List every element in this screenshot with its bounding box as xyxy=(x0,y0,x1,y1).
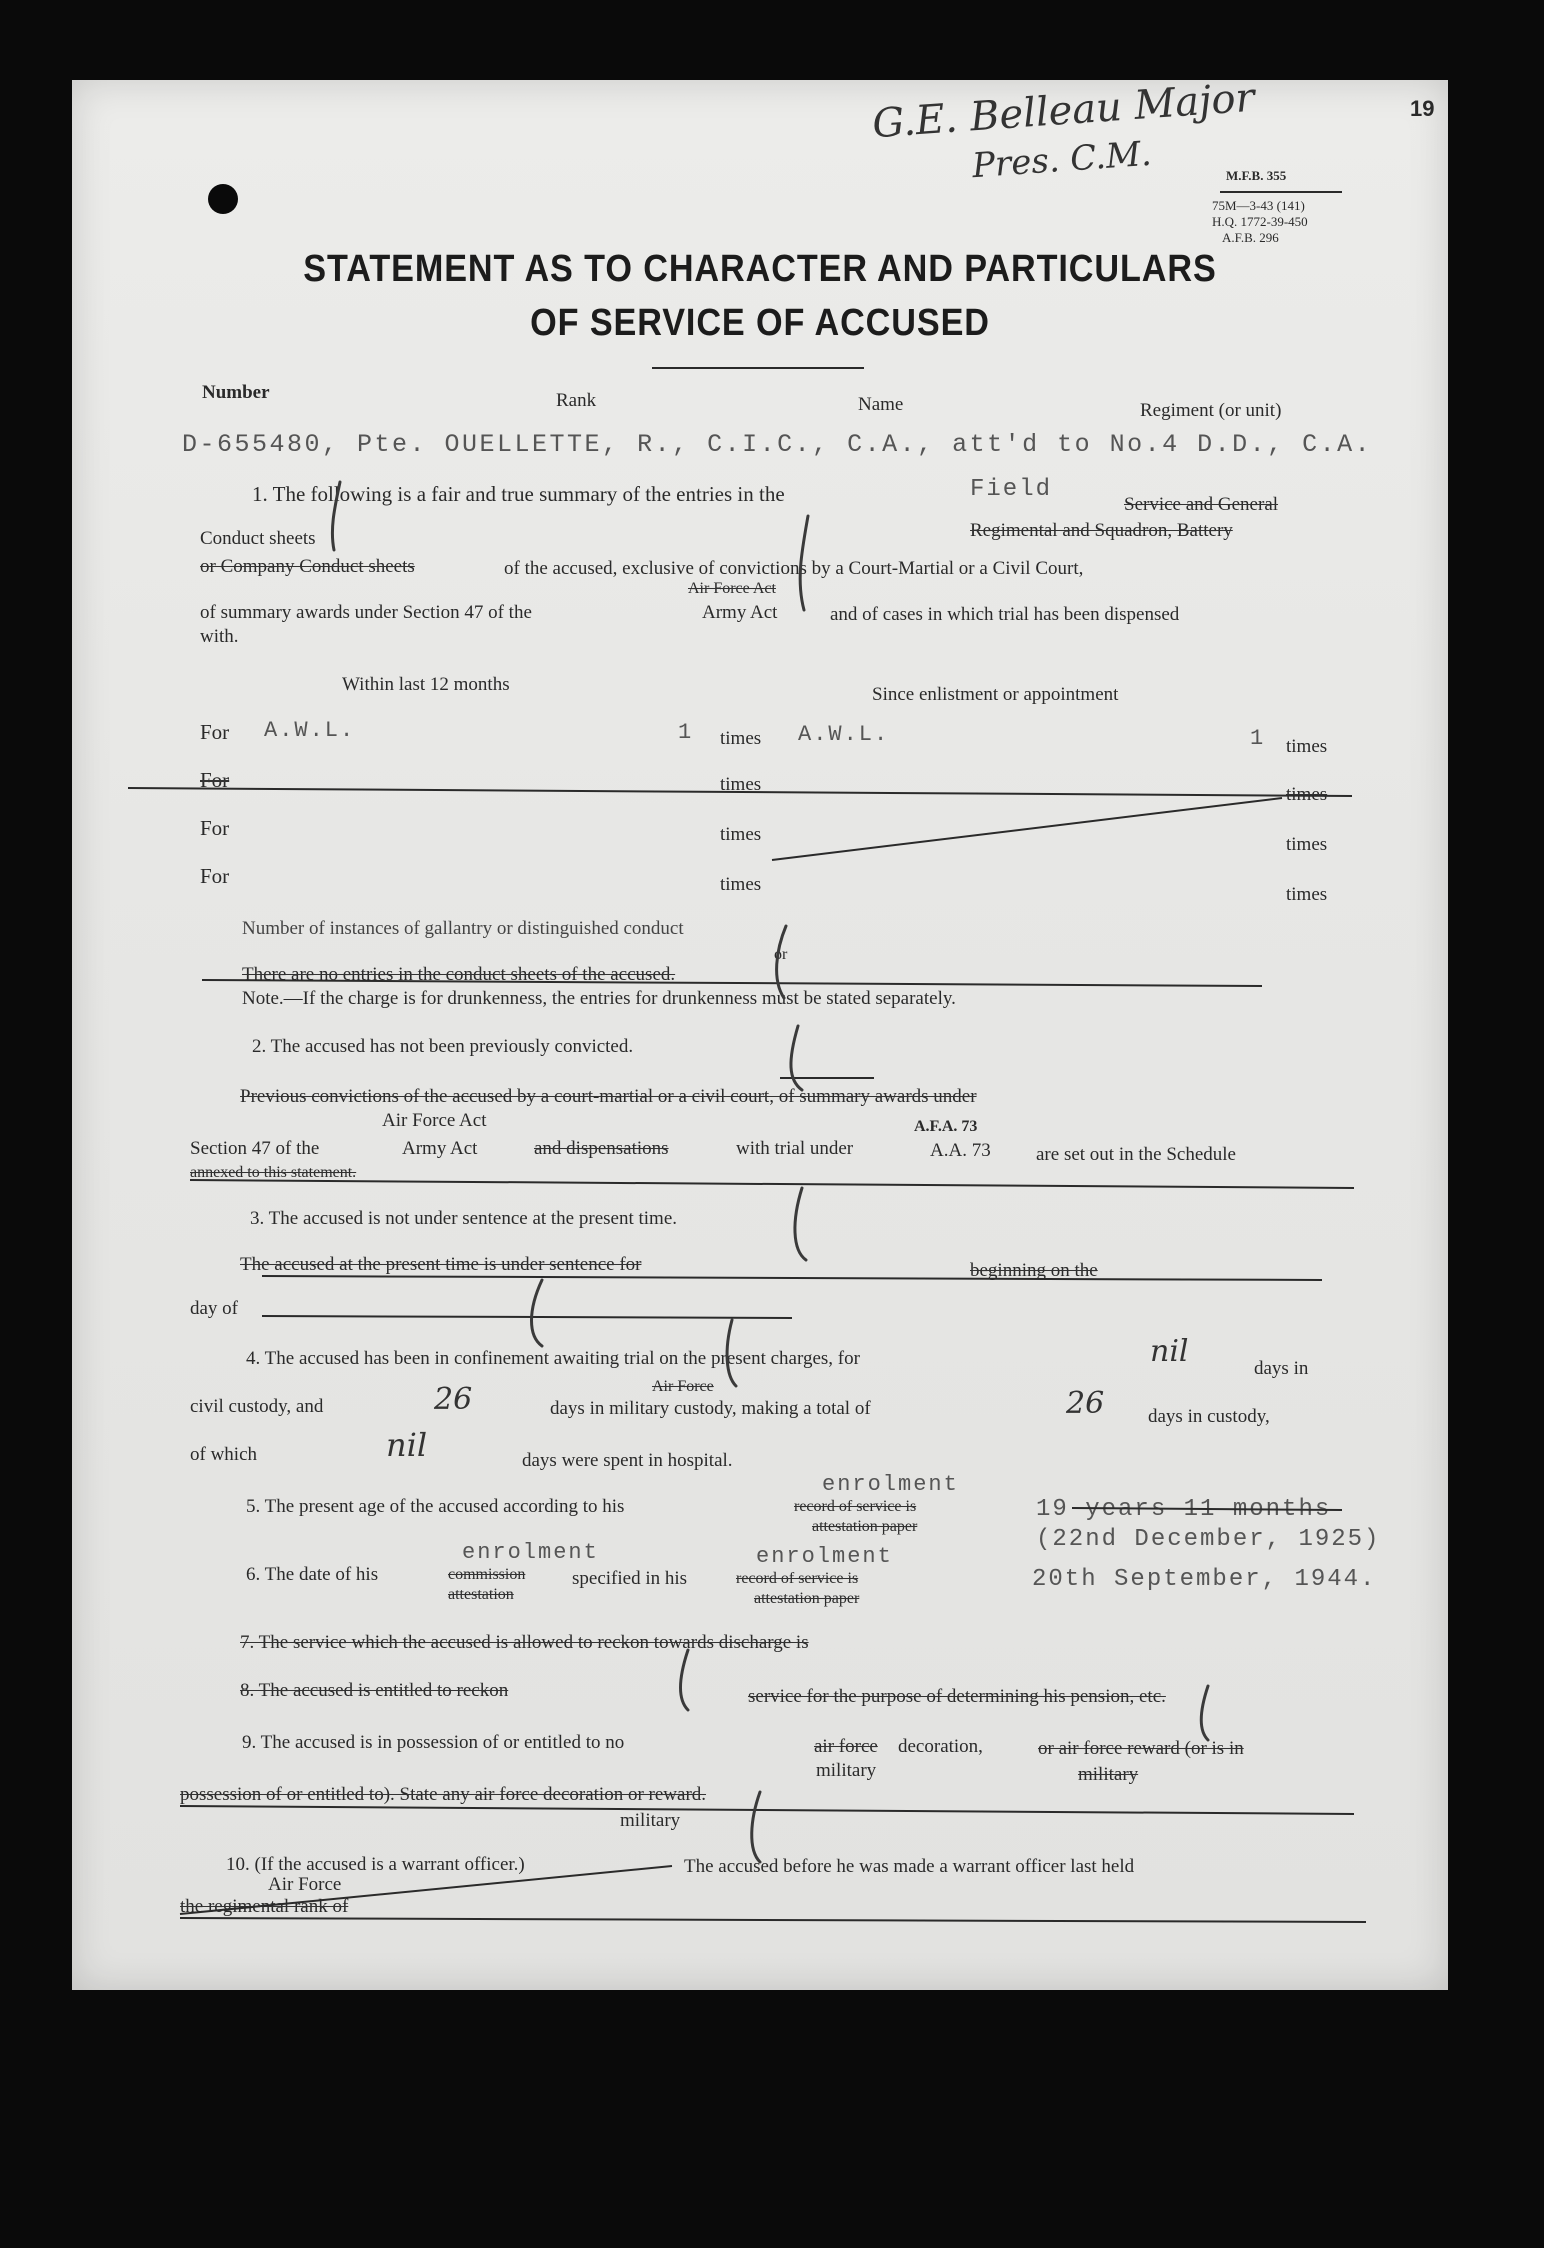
s1-line4b: and of cases in which trial has been dispensed xyxy=(830,604,1180,625)
s4-hw-military: 26 xyxy=(434,1382,473,1417)
document-page xyxy=(72,74,1448,1990)
s6-line1: 6. The date of his xyxy=(246,1564,379,1585)
s2-dispensations: and dispensations xyxy=(534,1138,669,1159)
s4-air-force: Air Force xyxy=(652,1378,714,1395)
s10-line1: 10. (If the accused is a warrant officer.) xyxy=(226,1854,525,1875)
name-label: Name xyxy=(858,394,904,415)
s6-struck-commission: commission xyxy=(448,1566,526,1583)
handwritten-slashes xyxy=(332,482,1208,1862)
row1-since-times: times xyxy=(1286,736,1328,757)
form-ref-2: H.Q. 1772-39-450 xyxy=(1212,214,1308,229)
s4-hw-civil: nil xyxy=(1150,1334,1189,1369)
s2-section47: Section 47 of the xyxy=(190,1138,320,1159)
s3-day-of: day of xyxy=(190,1298,239,1319)
s5-struck-record: record of service is xyxy=(794,1498,917,1515)
s6-typed-date: 20th September, 1944. xyxy=(1032,1566,1377,1593)
s1-line3: of the accused, exclusive of convictions by a Court-Martial or a Civil Court, xyxy=(504,558,1084,579)
s2-schedule: are set out in the Schedule xyxy=(1036,1144,1236,1165)
s4-days-custody: days in custody, xyxy=(1148,1406,1270,1427)
s3-beginning-struck: beginning on the xyxy=(970,1260,1098,1281)
row4-since-times: times xyxy=(1286,884,1328,905)
s4-hw-hospital: nil xyxy=(386,1426,428,1464)
s3-day-rule xyxy=(262,1316,792,1318)
s2-trial-under: with trial under xyxy=(736,1138,854,1159)
typed-service-line: D-655480, Pte. OUELLETTE, R., C.I.C., C.A., att'd to No.4 D.D., C.A. xyxy=(182,430,1373,459)
s2-aa73: A.A. 73 xyxy=(930,1140,991,1161)
s4-hospital: days were spent in hospital. xyxy=(522,1450,733,1471)
s2-air-force-act: Air Force Act xyxy=(382,1110,487,1131)
s5-line1: 5. The present age of the accused according to his xyxy=(246,1496,625,1517)
s1-conduct-sheets: Conduct sheets xyxy=(200,528,316,549)
s9-decoration: decoration, xyxy=(898,1736,983,1757)
s2-annexed-struck: annexed to this statement. xyxy=(190,1164,357,1181)
s1-line4: of summary awards under Section 47 of the xyxy=(200,602,532,623)
no-entries-line: There are no entries in the conduct sheets of the accused. xyxy=(242,964,676,985)
s8-line-struck-b: service for the purpose of determining his pension, etc. xyxy=(748,1686,1166,1707)
row3-diagonal xyxy=(772,798,1282,860)
s9-underline xyxy=(180,1806,1354,1814)
s4-civil-custody: civil custody, and xyxy=(190,1396,324,1417)
row4-for: For xyxy=(200,864,230,888)
s3-rule xyxy=(262,1276,1322,1280)
row1-since-count: 1 xyxy=(1250,726,1266,751)
s2-army-act: Army Act xyxy=(402,1138,478,1159)
rank-label: Rank xyxy=(556,390,597,411)
within-label: Within last 12 months xyxy=(342,674,510,695)
or-label: or xyxy=(774,946,788,963)
s4-days-in: days in xyxy=(1254,1358,1309,1379)
s10-line2-struck: the regimental rank of xyxy=(180,1896,349,1917)
s9-struck-air-force: air force xyxy=(814,1736,878,1757)
s10-air-force: Air Force xyxy=(268,1874,342,1895)
s1-struck-service: Service and General xyxy=(1124,494,1279,515)
row3-times: times xyxy=(720,824,762,845)
s6-struck-attestation: attestation xyxy=(448,1586,514,1603)
row1-times: times xyxy=(720,728,762,749)
s3-line1: 3. The accused is not under sentence at the present time. xyxy=(250,1208,677,1229)
s1-company-struck: or Company Conduct sheets xyxy=(200,556,415,577)
s4-line1: 4. The accused has been in confinement awaiting trial on the present charges, for xyxy=(246,1348,860,1369)
s4-military-custody: days in military custody, making a total of xyxy=(550,1398,871,1419)
s2-line2-struck: Previous convictions of the accused by a court-martial or a civil court, of summary awards under xyxy=(240,1086,977,1107)
row2-times: times xyxy=(720,774,762,795)
s9-military3: military xyxy=(620,1810,681,1831)
s5-struck-attestation: attestation paper xyxy=(812,1518,918,1535)
s6-struck-record: record of service is xyxy=(736,1570,859,1587)
row2-for: For xyxy=(200,768,230,792)
s1-struck-regimental: Regimental and Squadron, Battery xyxy=(970,520,1233,541)
s1-typed-field: Field xyxy=(970,476,1053,503)
s6-specified: specified in his xyxy=(572,1568,688,1589)
note-line: Note.—If the charge is for drunkenness, the entries for drunkenness must be stated separately. xyxy=(242,988,956,1009)
s5-typed-enrolment: enrolment xyxy=(822,1472,959,1497)
s9-line2-struck: possession of or entitled to). State any air force decoration or reward. xyxy=(180,1784,707,1805)
s2-underline xyxy=(190,1180,1354,1188)
s1-army-act: Army Act xyxy=(702,602,778,623)
row1-for: For xyxy=(200,720,230,744)
s1-line1: 1. The following is a fair and true summary of the entries in the xyxy=(252,482,785,506)
form-ref-3: A.F.B. 296 xyxy=(1222,230,1279,245)
since-label: Since enlistment or appointment xyxy=(872,684,1119,705)
s9-line1: 9. The accused is in possession of or entitled to no xyxy=(242,1732,625,1753)
handwritten-signature-line2: Pres. C.M. xyxy=(970,133,1153,187)
document-title-line1: STATEMENT AS TO CHARACTER AND PARTICULARS xyxy=(303,248,1217,290)
s5-typed-dob: (22nd December, 1925) xyxy=(1036,1526,1381,1553)
row2-strike xyxy=(128,788,1352,796)
s6-struck-paper: attestation paper xyxy=(754,1590,860,1607)
s5-rule xyxy=(1072,1508,1342,1510)
s2-afa73: A.F.A. 73 xyxy=(914,1118,978,1135)
s4-of-which: of which xyxy=(190,1444,258,1465)
s6-typed-enrolment2: enrolment xyxy=(756,1544,893,1569)
s1-line5: with. xyxy=(200,626,239,647)
row3-for: For xyxy=(200,816,230,840)
row2-since-times: times xyxy=(1286,784,1328,805)
s7-line-struck: 7. The service which the accused is allowed to reckon towards discharge is xyxy=(240,1632,809,1653)
s9-military2: military xyxy=(1078,1764,1139,1785)
s10-line1b: The accused before he was made a warrant officer last held xyxy=(684,1856,1135,1877)
s5-typed-age: 19 years 11 months xyxy=(1036,1496,1332,1523)
row4-times: times xyxy=(720,874,762,895)
s2-line1: 2. The accused has not been previously convicted. xyxy=(252,1036,634,1057)
gallantry-cancel-line xyxy=(202,980,1262,986)
row1-within-count: 1 xyxy=(678,720,694,745)
document-title-line2: OF SERVICE OF ACCUSED xyxy=(530,302,990,344)
row3-since-times: times xyxy=(1286,834,1328,855)
s10-underline xyxy=(180,1918,1366,1922)
regiment-label: Regiment (or unit) xyxy=(1140,400,1282,421)
s6-typed-enrolment1: enrolment xyxy=(462,1540,599,1565)
gallantry-line: Number of instances of gallantry or distinguished conduct xyxy=(242,918,684,939)
s3-line2-struck: The accused at the present time is under sentence for xyxy=(240,1254,642,1275)
handwritten-signature: G.E. Belleau Major xyxy=(870,74,1257,148)
s9-military1: military xyxy=(816,1760,877,1781)
page-number: 19 xyxy=(1410,96,1435,121)
number-label: Number xyxy=(202,382,270,403)
row1-since-offence: A.W.L. xyxy=(798,722,890,747)
s10-diagonal xyxy=(180,1866,672,1914)
row1-within-offence: A.W.L. xyxy=(264,718,356,743)
s8-line-struck: 8. The accused is entitled to reckon xyxy=(240,1680,509,1701)
s9-struck-reward: or air force reward (or is in xyxy=(1038,1738,1244,1759)
form-ref-1: 75M—3-43 (141) xyxy=(1212,198,1305,213)
form-code: M.F.B. 355 xyxy=(1226,168,1287,183)
s1-air-force-act: Air Force Act xyxy=(688,580,776,597)
form-lines-overlay xyxy=(72,80,1448,1990)
s4-hw-total: 26 xyxy=(1066,1386,1105,1421)
